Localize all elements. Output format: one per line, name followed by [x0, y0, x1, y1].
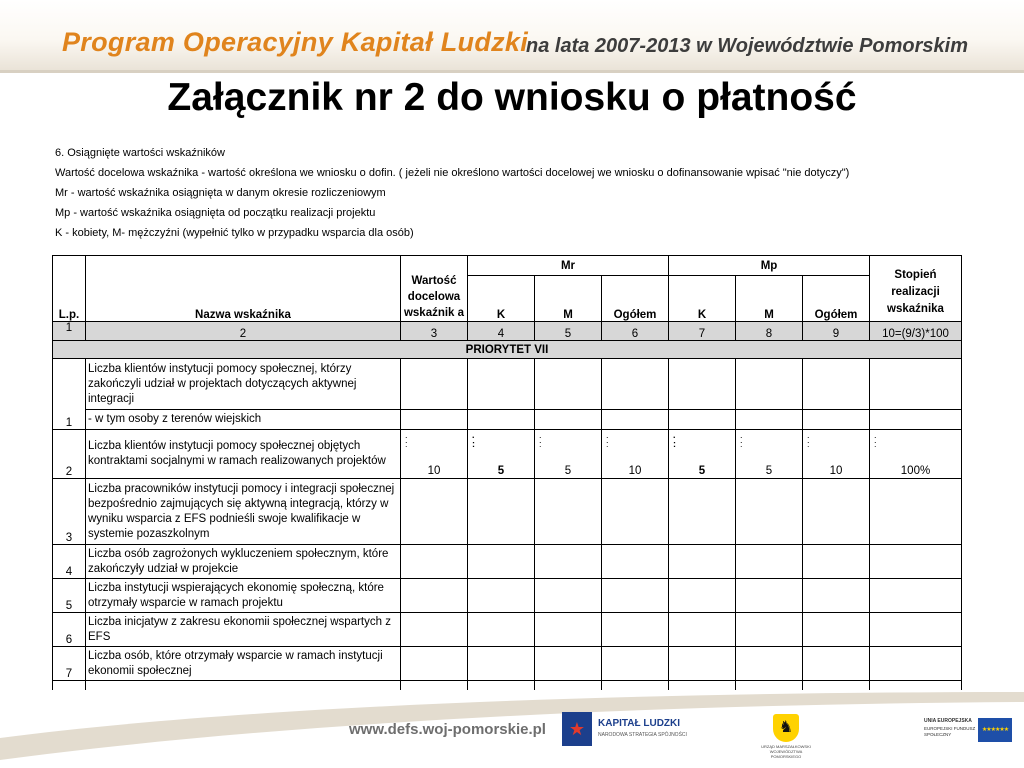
table-cell[interactable]	[736, 579, 803, 613]
table-row	[53, 479, 962, 545]
table-cell[interactable]	[803, 479, 870, 545]
pomorskie-office-name: URZĄD MARSZAŁKOWSKI WOJEWÓDZTWA POMORSKIEGO	[761, 744, 811, 759]
table-cell[interactable]	[803, 359, 870, 410]
kapital-ludzki-logo	[562, 712, 687, 752]
table-cell[interactable]	[870, 479, 962, 545]
note-mr-definition: Mr - wartość wskaźnika osiągnięta w danym okresie rozliczeniowym	[55, 187, 386, 199]
table-cell[interactable]	[401, 545, 468, 579]
priority-heading: PRIORYTET VII	[53, 341, 962, 359]
row-number: 2	[53, 430, 86, 479]
mr-m-value: 5	[564, 465, 572, 477]
table-cell[interactable]	[602, 613, 669, 647]
row-number: 6	[53, 613, 86, 647]
dot-marks: . :	[405, 430, 408, 449]
table-cell[interactable]	[669, 579, 736, 613]
table-cell[interactable]	[535, 359, 602, 410]
table-cell[interactable]	[401, 410, 468, 430]
note-mp-definition: Mp - wartość wskaźnika osiągnięta od początku realizacji projektu	[55, 207, 376, 219]
table-cell[interactable]	[535, 579, 602, 613]
table-cell[interactable]	[602, 359, 669, 410]
table-cell[interactable]	[736, 647, 803, 681]
dot-marks: . :	[740, 430, 743, 449]
table-cell[interactable]	[602, 479, 669, 545]
mp-total-cell[interactable]	[803, 430, 870, 479]
website-link[interactable]: www.defs.woj-pomorskie.pl	[349, 721, 546, 738]
program-subtitle: na lata 2007-2013 w Województwie Pomorskim	[526, 35, 969, 57]
table-cell[interactable]	[401, 613, 468, 647]
header-indicator-name: Nazwa wskaźnika	[86, 256, 401, 322]
column-number: 6	[602, 322, 669, 341]
indicator-name: Liczba instytucji wspierających ekonomię społeczną, które otrzymały wsparcie w ramach projektu	[86, 579, 401, 613]
table-cell[interactable]	[535, 613, 602, 647]
column-number: 10=(9/3)*100	[870, 322, 962, 341]
indicator-name: Liczba inicjatyw z zakresu ekonomii społecznej wspartych z EFS	[86, 613, 401, 647]
mp-total-value: 10	[829, 465, 843, 477]
header-mp: Mp	[669, 256, 870, 276]
table-row	[53, 579, 962, 613]
realization-degree-value: 100%	[900, 465, 931, 477]
mr-k-cell[interactable]	[468, 430, 535, 479]
griffin-icon: ♞	[778, 719, 794, 736]
table-row	[53, 545, 962, 579]
eu-stars-icon: ★★★★★★	[981, 727, 1009, 733]
kapital-ludzki-tagline: NARODOWA STRATEGIA SPÓJNOŚCI	[598, 732, 687, 738]
header-mr: Mr	[468, 256, 669, 276]
table-cell[interactable]	[669, 545, 736, 579]
note-km-definition: K - kobiety, M- mężczyźni (wypełnić tylko w przypadku wsparcia dla osób)	[55, 227, 414, 239]
program-title: Program Operacyjny Kapitał Ludzki	[62, 27, 529, 57]
table-cell[interactable]	[669, 647, 736, 681]
table-cell[interactable]	[401, 359, 468, 410]
mp-m-value: 5	[765, 465, 773, 477]
table-cell[interactable]	[803, 410, 870, 430]
table-cell[interactable]	[468, 410, 535, 430]
column-number: 1	[53, 322, 86, 341]
star-icon: ★	[568, 719, 586, 739]
table-cell[interactable]	[535, 545, 602, 579]
column-number: 5	[535, 322, 602, 341]
table-row	[53, 359, 962, 410]
table-cell[interactable]	[736, 613, 803, 647]
mr-total-value: 10	[628, 465, 642, 477]
kapital-ludzki-name: KAPITAŁ LUDZKI	[598, 718, 681, 729]
table-cell[interactable]	[602, 647, 669, 681]
indicator-name: Liczba klientów instytucji pomocy społecznej, którzy zakończyli udział w projektach dotyczących aktywnej integracji	[86, 359, 401, 410]
indicator-name: Liczba klientów instytucji pomocy społecznej objętych kontraktami socjalnymi w ramach realizowanych projektów	[86, 430, 401, 479]
table-cell[interactable]	[803, 613, 870, 647]
table-cell[interactable]	[870, 359, 962, 410]
table-cell[interactable]	[401, 479, 468, 545]
table-row	[53, 410, 962, 430]
column-number: 8	[736, 322, 803, 341]
table-cell[interactable]	[669, 359, 736, 410]
dot-marks: . :	[673, 430, 676, 449]
table-cell[interactable]	[468, 579, 535, 613]
row-number: 5	[53, 579, 86, 613]
column-number: 9	[803, 322, 870, 341]
table-cell[interactable]	[468, 613, 535, 647]
row-number: 1	[53, 359, 86, 430]
indicator-name: Liczba osób, które otrzymały wsparcie w ramach instytucji ekonomii społecznej	[86, 647, 401, 681]
eu-logo	[924, 716, 1014, 746]
header-mr-k: K	[468, 276, 535, 322]
mp-m-cell[interactable]	[736, 430, 803, 479]
row-number: 4	[53, 545, 86, 579]
header-mr-m: M	[535, 276, 602, 322]
table-cell[interactable]	[468, 647, 535, 681]
table-cell[interactable]	[803, 545, 870, 579]
realization-degree-cell[interactable]	[870, 430, 962, 479]
eu-name: UNIA EUROPEJSKA	[924, 718, 972, 724]
header-mp-k: K	[669, 276, 736, 322]
table-cell[interactable]	[669, 410, 736, 430]
table-row	[53, 613, 962, 647]
dot-marks: . :	[472, 430, 475, 449]
table-cell[interactable]	[468, 359, 535, 410]
table-row	[53, 647, 962, 681]
row-number: 7	[53, 647, 86, 681]
column-number: 3	[401, 322, 468, 341]
table-cell[interactable]	[468, 479, 535, 545]
mr-k-value: 5	[497, 465, 505, 477]
table-cell[interactable]	[535, 479, 602, 545]
table-cell[interactable]	[736, 479, 803, 545]
table-cell[interactable]	[870, 579, 962, 613]
table-cell[interactable]	[669, 613, 736, 647]
dot-marks: . :	[606, 430, 609, 449]
pomorskie-logo	[761, 714, 811, 759]
table-cell[interactable]	[602, 410, 669, 430]
table-cell[interactable]	[736, 410, 803, 430]
page-title: Załącznik nr 2 do wniosku o płatność	[167, 76, 857, 119]
target-value: 10	[427, 465, 441, 477]
table-cell[interactable]	[602, 579, 669, 613]
table-cell[interactable]	[669, 479, 736, 545]
dot-marks: . :	[874, 430, 877, 449]
mp-k-cell[interactable]	[669, 430, 736, 479]
table-cell[interactable]	[870, 647, 962, 681]
table-cell[interactable]	[401, 647, 468, 681]
table-cell[interactable]	[870, 613, 962, 647]
table-cell[interactable]	[535, 647, 602, 681]
header-realization-degree: Stopień realizacji wskaźnika	[870, 256, 962, 322]
table-cell[interactable]	[803, 647, 870, 681]
table-cell[interactable]	[468, 545, 535, 579]
table-cell[interactable]	[401, 579, 468, 613]
header-mp-m: M	[736, 276, 803, 322]
table-cell[interactable]	[535, 410, 602, 430]
table-cell[interactable]	[602, 545, 669, 579]
eu-fund-name: EUROPEJSKI FUNDUSZ SPOŁECZNY	[924, 726, 976, 737]
column-number: 2	[86, 322, 401, 341]
note-target-definition: Wartość docelowa wskaźnika - wartość określona we wniosku o dofin. ( jeżeli nie określono wartości docelowej we wniosku o dofinansowanie wpisać "nie dotyczy")	[55, 167, 850, 179]
indicator-name: Liczba osób zagrożonych wykluczeniem społecznym, które zakończyły udział w projekcie	[86, 545, 401, 579]
header-mr-total: Ogółem	[602, 276, 669, 322]
dot-marks: . :	[539, 430, 542, 449]
target-value-cell[interactable]	[401, 430, 468, 479]
notes-block	[55, 146, 965, 246]
column-number: 4	[468, 322, 535, 341]
indicators-table	[52, 255, 962, 715]
indicator-name: - w tym osoby z terenów wiejskich	[86, 410, 401, 430]
table-row	[53, 430, 962, 479]
note-section-heading: 6. Osiągnięte wartości wskaźników	[55, 147, 225, 159]
table-cell[interactable]	[803, 579, 870, 613]
table-cell[interactable]	[736, 359, 803, 410]
table-cell[interactable]	[736, 545, 803, 579]
mp-k-value: 5	[698, 465, 706, 477]
header-mp-total: Ogółem	[803, 276, 870, 322]
indicator-name: Liczba pracowników instytucji pomocy i integracji społecznej bezpośrednio zajmujących się aktywną integracją, którzy w wyniku wsparcia z EFS podnieśli swoje kwalifikacje w systemie pozaszkolnym	[86, 479, 401, 545]
table-cell[interactable]	[870, 410, 962, 430]
header-divider	[0, 70, 1024, 73]
table-cell[interactable]	[870, 545, 962, 579]
mr-m-cell[interactable]	[535, 430, 602, 479]
column-number: 7	[669, 322, 736, 341]
row-number: 3	[53, 479, 86, 545]
header-lp: L.p.	[53, 256, 86, 322]
header-target-value: Wartość docelowa wskaźnik a	[401, 256, 468, 322]
mr-total-cell[interactable]	[602, 430, 669, 479]
dot-marks: . :	[807, 430, 810, 449]
